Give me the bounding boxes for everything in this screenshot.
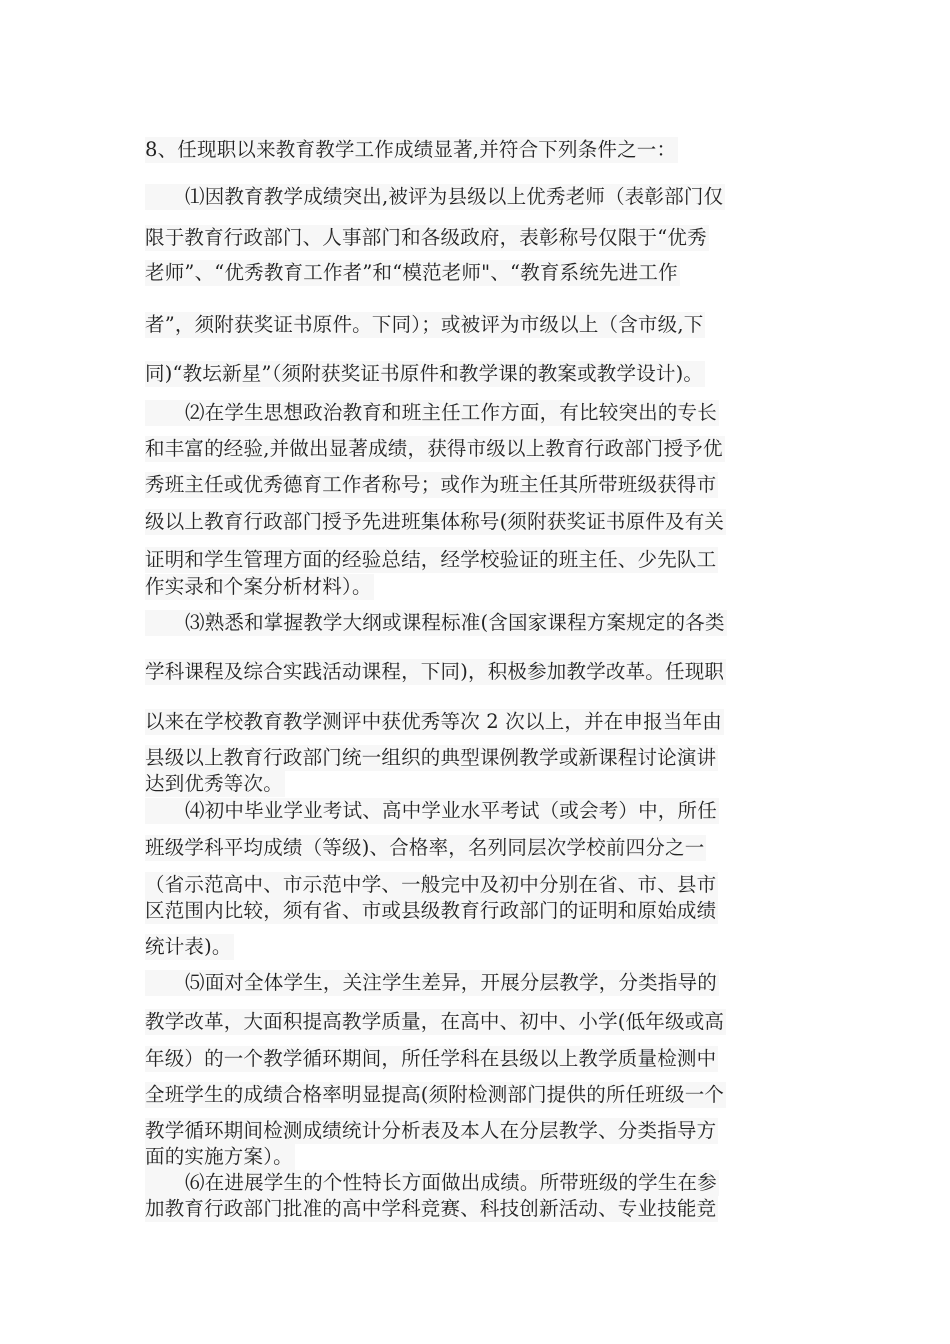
paragraph-line: ⑶熟悉和掌握教学大纲或课程标准(含国家课程方案规定的各类 [145, 610, 727, 636]
paragraph-line: 和丰富的经验,并做出显著成绩，获得市级以上教育行政部门授予优 [145, 437, 723, 460]
paragraph-line: 加教育行政部门批准的高中学科竞赛、科技创新活动、专业技能竞 [145, 1197, 717, 1220]
paragraph-line: 区范围内比较，须有省、市或县级教育行政部门的证明和原始成绩 [145, 899, 717, 922]
paragraph-line: 证明和学生管理方面的经验总结，经学校验证的班主任、少先队工 [145, 548, 717, 571]
paragraph-line: 者”，须附获奖证书原件。下同）；或被评为市级以上（含市级,下 [145, 313, 704, 336]
paragraph-line: 班级学科平均成绩（等级)、合格率，名列同层次学校前四分之一 [145, 836, 705, 859]
paragraph-line: 级以上教育行政部门授予先进班集体称号(须附获奖证书原件及有关 [145, 510, 725, 533]
paragraph-line: 作实录和个案分析材料）。 [145, 575, 372, 598]
paragraph-line: 限于教育行政部门、人事部门和各级政府，表彰称号仅限于“优秀 [145, 226, 707, 249]
paragraph-line: ⑹在进展学生的个性特长方面做出成绩。所带班级的学生在参 [145, 1170, 719, 1196]
paragraph-line: 达到优秀等次。 [145, 772, 283, 795]
paragraph-line: ⑴因教育教学成绩突出,被评为县级以上优秀老师（表彰部门仅 [145, 184, 725, 210]
paragraph-line: 年级）的一个教学循环期间，所任学科在县级以上教学质量检测中 [145, 1047, 717, 1070]
paragraph-line: 秀班主任或优秀德育工作者称号；或作为班主任其所带班级获得市 [145, 473, 717, 496]
paragraph-line: 县级以上教育行政部门统一组织的典型课例教学或新课程讨论演讲 [145, 746, 717, 769]
paragraph-line: 以来在学校教育教学测评中获优秀等次 2 次以上，并在申报当年由 [145, 710, 723, 733]
paragraph-line: 全班学生的成绩合格率明显提高(须附检测部门提供的所任班级一个 [145, 1083, 725, 1106]
paragraph-line: 同)“教坛新星”（须附获奖证书原件和教学课的教案或教学设计)。 [145, 362, 704, 385]
paragraph-line: 教学改革，大面积提高教学质量，在高中、初中、小学(低年级或高 [145, 1010, 725, 1033]
paragraph-line: ⑸面对全体学生，关注学生差异，开展分层教学，分类指导的 [145, 970, 719, 996]
section-heading: 8、任现职以来教育教学工作成绩显著,并符合下列条件之一： [145, 138, 677, 161]
paragraph-line: 面的实施方案）。 [145, 1145, 293, 1168]
paragraph-line: （省示范高中、市示范中学、一般完中及初中分别在省、市、县市 [145, 873, 717, 896]
paragraph-line: 统计表)。 [145, 935, 232, 958]
paragraph-line: ⑷初中毕业学业考试、高中学业水平考试（或会考）中，所任 [145, 798, 719, 824]
paragraph-line: ⑵在学生思想政治教育和班主任工作方面，有比较突出的专长 [145, 400, 719, 426]
paragraph-line: 教学循环期间检测成绩统计分析表及本人在分层教学、分类指导方 [145, 1119, 717, 1142]
paragraph-line: 老师”、“优秀教育工作者”和“模范老师"、“教育系统先进工作 [145, 261, 678, 284]
paragraph-line: 学科课程及综合实践活动课程，下同)，积极参加教学改革。任现职 [145, 660, 725, 683]
